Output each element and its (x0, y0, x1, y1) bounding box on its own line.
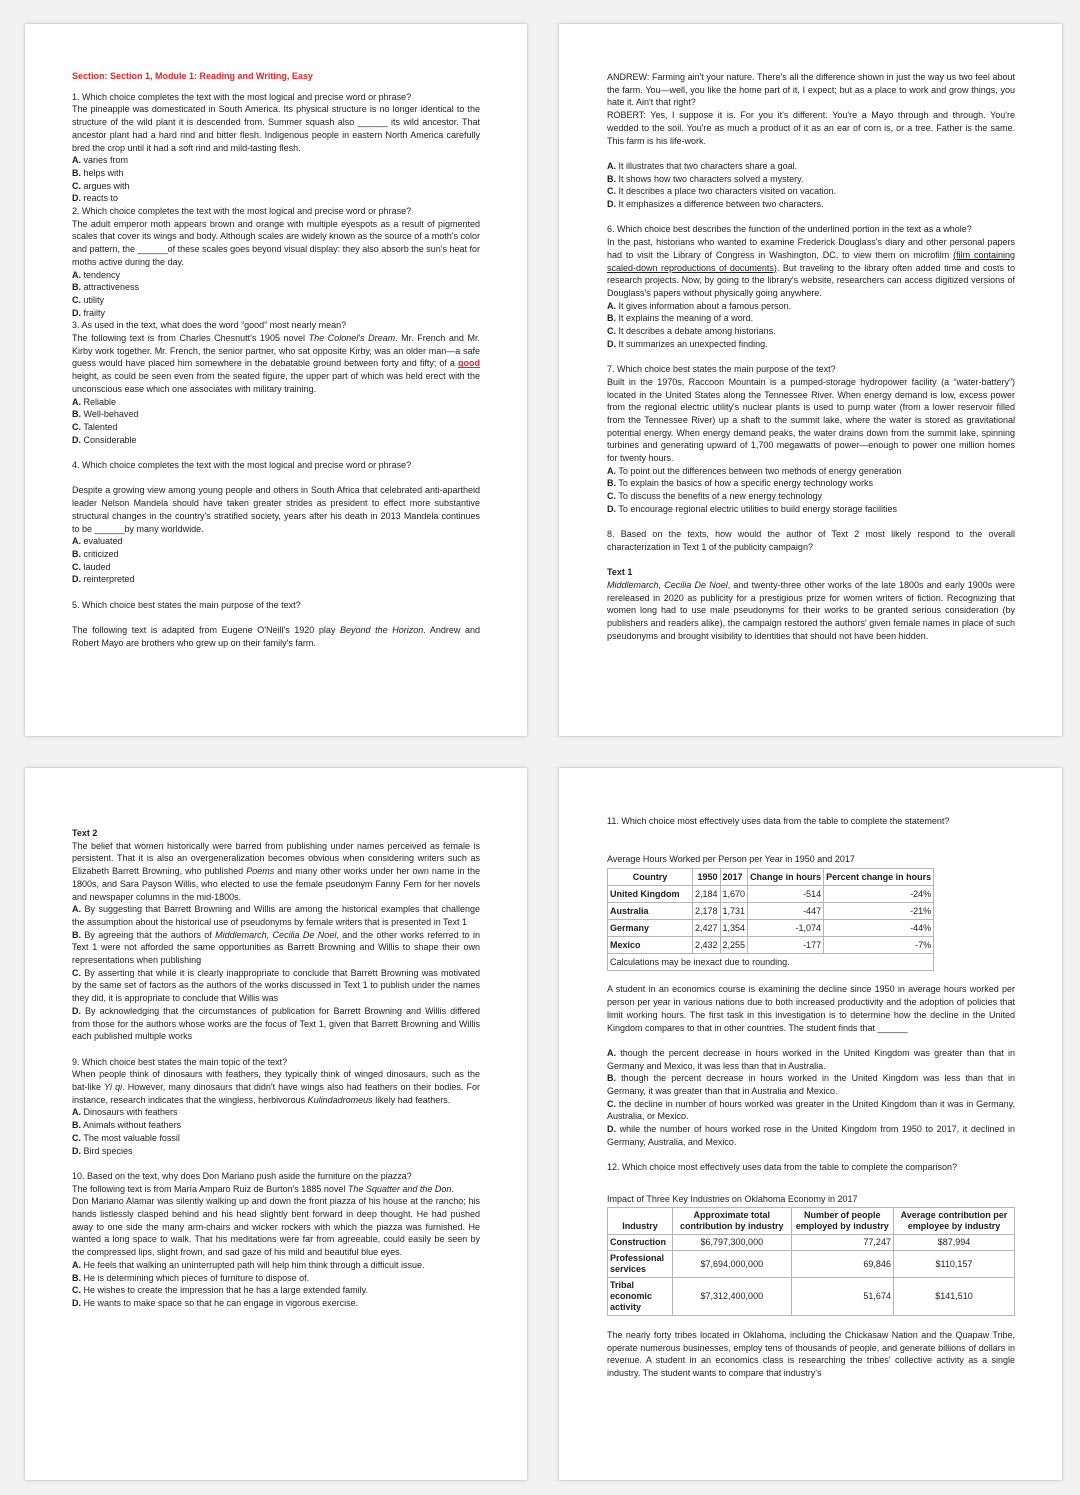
q4-option-c[interactable]: C. lauded (72, 561, 111, 572)
q1-option-b[interactable]: B. helps with (72, 167, 124, 178)
q3-option-c[interactable]: C. Talented (72, 421, 118, 432)
q2-option-a[interactable]: A. tendency (72, 269, 121, 280)
q2-stem: 2. Which choice completes the text with the most logical and precise word or phrase? (72, 206, 412, 217)
q12-table-caption: Impact of Three Key Industries on Oklahoma Economy in 2017 (607, 1193, 858, 1204)
table-cell: 2,178 (693, 902, 721, 919)
q4-option-d[interactable]: D. reinterpreted (72, 574, 135, 585)
q5-robert-line: ROBERT: Yes, I suppose it is. For you it's different. You're a Mayo through and through. You're wedded to the soil. You're as much a product of it as an ear of corn is, or a tree. Father is the same. This farm is his life-work. (607, 110, 1015, 146)
q4-option-a[interactable]: A. evaluated (72, 536, 123, 547)
q5-option-c[interactable]: C. It describes a place two characters visited on vacation. (607, 186, 837, 197)
q1-stem: 1. Which choice completes the text with the most logical and precise word or phrase? (72, 91, 412, 102)
q3-option-b[interactable]: B. Well-behaved (72, 409, 139, 420)
q10-option-b[interactable]: B. He is determining which pieces of furniture to dispose of. (72, 1272, 310, 1283)
header-cell: Average contribution per employee by industry (893, 1208, 1014, 1235)
q2-passage: The adult emperor moth appears brown and orange with multiple eyespots as a result of pigmented scales that cover its wings and body. Although scales are widely known as the source of a moth's color and pattern, the ______of these scales goes beyond visual display: they also absorb the sun's heat for moths active during the day. (72, 218, 480, 267)
table-row (608, 919, 934, 936)
q9-option-c[interactable]: C. The most valuable fossil (72, 1132, 180, 1143)
q11-option-c[interactable]: C. the decline in number of hours worked was greater in the United Kingdom than it was in Germany, Australia, or Mexico. (607, 1098, 1015, 1122)
table-cell: -21% (824, 902, 934, 919)
table-row (608, 1235, 1015, 1251)
text2-passage: The belief that women historically were barred from publishing under names perceived as female is persistent. That it is also an overgeneralization becomes obvious when considering writers such as Elizabeth Barrett Browning, who published Poems and many other works under her own name in the 1800s, and Sara Payson Willis, who elected to use the female pseudonym Fanny Fern for her novels and newspaper columns in the mid-1800s. (72, 840, 480, 902)
section-heading: Section: Section 1, Module 1: Reading and Writing, Easy (72, 71, 313, 81)
table-cell: 51,674 (791, 1278, 893, 1316)
table-cell: -7% (824, 936, 934, 953)
table-row (608, 902, 934, 919)
q9-option-d[interactable]: D. Bird species (72, 1145, 133, 1156)
q9-option-a[interactable]: A. Dinosaurs with feathers (72, 1107, 178, 1118)
table-row (608, 1278, 1015, 1316)
q1-passage: The pineapple was domesticated in South America. Its physical structure is no longer identical to the structure of the wild plant it is descended from. Summer squash also ______ its wild ancestor. That ancestor plant had a hard rind and bitter flesh. Indigenous people in eastern North America carefully bred the crop until it had a soft rind and mild-tasting flesh. (72, 104, 480, 153)
q9-passage: When people think of dinosaurs with feathers, they typically think of winged dinosaurs, such as the bat-like Yi qi. However, many dinosaurs that didn't have wings also had feathers on their bodies. For instance, research indicates that the wingless, herbivorous Kulindadromeus likely had feathers. (72, 1069, 480, 1105)
table-cell: 1,731 (720, 902, 748, 919)
q1-option-a[interactable]: A. varies from (72, 155, 129, 166)
table-cell: -177 (748, 936, 824, 953)
q1-option-c[interactable]: C. argues with (72, 180, 130, 191)
table-cell: 2,432 (693, 936, 721, 953)
header-cell: 2017 (720, 868, 748, 885)
header-cell: Approximate total contribution by industry (673, 1208, 792, 1235)
text1-passage: Middlemarch, Cecilia De Noel, and twenty-three other works of the late 1800s and early 1900s were rereleased in 2020 as publicity for a prestigious prize for women writers of fiction. Recognizing that women long had to use male pseudonyms for their works to be granted serious consideration (by publishers and readers alike), the campaign restored the authors' given female names in place of such pseudonyms and brought visibility to identities that should not have been hidden. (607, 580, 1015, 641)
q6-option-c[interactable]: C. It describes a debate among historians. (607, 326, 776, 337)
q7-stem: 7. Which choice best states the main purpose of the text? (607, 364, 836, 375)
hours-worked-table (607, 868, 934, 971)
q11-table-caption: Average Hours Worked per Person per Year in 1950 and 2017 (607, 854, 855, 865)
q7-option-b[interactable]: B. To explain the basics of how a specific energy technology works (607, 478, 873, 489)
table-cell: United Kingdom (608, 885, 693, 902)
q6-stem: 6. Which choice best describes the function of the underlined portion in the text as a whole? (607, 224, 972, 235)
q3-option-a[interactable]: A. Reliable (72, 396, 117, 407)
table-row (608, 1251, 1015, 1278)
table-cell: -44% (824, 919, 934, 936)
header-cell: 1950 (693, 868, 721, 885)
table-cell: 1,354 (720, 919, 748, 936)
q7-option-a[interactable]: A. To point out the differences between two methods of energy generation (607, 465, 902, 476)
q6-passage: In the past, historians who wanted to examine Frederick Douglass's diary and other personal papers had to visit the Library of Congress in Washington, DC, to view them on microfilm (film containing scaled-down reproductions of documents). But traveling to the library often added time and costs to research projects. Now, by going to the library's website, researchers can access digitized versions of Douglass's papers without physically going anywhere. (607, 237, 1016, 298)
table-cell: $141,510 (893, 1278, 1014, 1316)
table-cell: -447 (748, 902, 824, 919)
table-cell: 2,427 (693, 919, 721, 936)
header-cell: Country (608, 868, 693, 885)
table-cell: Germany (608, 919, 693, 936)
q3-stem: 3. As used in the text, what does the word “good” most nearly mean? (72, 320, 347, 331)
q10-option-c[interactable]: C. He wishes to create the impression that he has a large extended family. (72, 1285, 368, 1296)
q9-stem: 9. Which choice best states the main topic of the text? (72, 1056, 288, 1067)
table-cell: -1,074 (748, 919, 824, 936)
table-cell: Professional services (608, 1251, 673, 1278)
q3-passage: The following text is from Charles Chesnutt's 1905 novel The Colonel's Dream. Mr. French and Mr. Kirby work together. Mr. French, the senior partner, who sat opposite Kirby, was an older man—a safe guess would have placed him somewhere in the debatable ground between forty and fifty; of a good height, as could be seen even from the seated figure, the upper part of which was held erect with the unconscious ease which one associates with military training. (72, 333, 480, 394)
q10-stem: 10. Based on the text, why does Don Mariano push aside the furniture on the piazza? (72, 1170, 412, 1181)
q10-option-a[interactable]: A. He feels that walking an uninterrupted path will help him think through a difficult issue. (72, 1259, 425, 1270)
table-row (608, 936, 934, 953)
document-page-3 (25, 768, 527, 1480)
q11-option-a[interactable]: A. though the percent decrease in hours worked in the United Kingdom was greater than that in Germany and Mexico, it was less than that in Australia. (607, 1047, 1015, 1071)
table-cell: $7,694,000,000 (673, 1251, 792, 1278)
q2-option-c[interactable]: C. utility (72, 294, 105, 305)
q7-option-d[interactable]: D. To encourage regional electric utilities to build energy storage facilities (607, 503, 897, 514)
q11-passage: A student in an economics course is examining the decline since 1950 in average hours worked per person per year in various nations due to both increased productivity and the adoption of policies that limit working hours. The first task in this investigation is to determine how the decline in the United Kingdom compares to that in other countries. The student finds that ______ (607, 984, 1015, 1033)
q12-stem: 12. Which choice most effectively uses data from the table to complete the comparison? (607, 1162, 958, 1173)
header-cell: Industry (608, 1208, 673, 1235)
q5-option-d[interactable]: D. It emphasizes a difference between two characters. (607, 199, 824, 210)
q8-option-b[interactable]: B. By agreeing that the authors of Middlemarch, Cecilia De Noel, and the other works referred to in Text 1 were not afforded the same opportunities as Barrett Browning and Willis to shape their own representations when publishing (72, 929, 480, 966)
q1-option-d[interactable]: D. reacts to (72, 193, 119, 204)
document-page-2 (559, 24, 1062, 736)
table-cell: $7,312,400,000 (673, 1278, 792, 1316)
table-cell: Australia (608, 902, 693, 919)
table-note: Calculations may be inexact due to rounding. (608, 953, 934, 970)
table-cell: -24% (824, 885, 934, 902)
q9-option-b[interactable]: B. Animals without feathers (72, 1120, 182, 1131)
q8-option-a[interactable]: A. By suggesting that Barrett Browning and Willis are among the historical examples that challenge the assumption about the historical use of pseudonyms by female writers that is presented in Text 1 (72, 904, 480, 927)
q5-option-a[interactable]: A. It illustrates that two characters share a goal. (607, 160, 798, 171)
table-header-row (608, 868, 934, 885)
q10-option-d[interactable]: D. He wants to make space so that he can engage in vigorous exercise. (72, 1297, 359, 1308)
q6-underlined-portion: (film containing scaled-down reproductions of documents) (607, 249, 1016, 273)
q7-option-c[interactable]: C. To discuss the benefits of a new energy technology (607, 491, 822, 502)
q2-option-d[interactable]: D. frailty (72, 307, 106, 318)
q7-passage: Built in the 1970s, Raccoon Mountain is a pumped-storage hydropower facility (a “water-battery”) located in the United States along the Tennessee River. When energy demand is low, excess power from the regional electric utility's nuclear plants is used to pump water (from a lower reservoir filled from the Tennessee River) up a shaft to the summit lake, where the water is stored as gravitational potential energy. When energy demand peaks, the water drains down from the summit lake, spinning turbines and generating upward of 1,700 megawatts of power—enough to power one million homes for twenty hours. (607, 376, 1015, 464)
table-cell: Mexico (608, 936, 693, 953)
document-page-4 (559, 768, 1062, 1480)
table-header-row (608, 1208, 1015, 1235)
q4-passage: Despite a growing view among young people and others in South Africa that celebrated anti-apartheid leader Nelson Mandela should have taken greater strides as president to effect more substantive structural changes in the country's stratified society, years after his death in 2013 Mandela continues to be ______by many worldwide. (72, 485, 480, 534)
table-row (608, 885, 934, 902)
table-cell: Tribal economic activity (608, 1278, 673, 1316)
header-cell: Change in hours (748, 868, 824, 885)
text1-label: Text 1 (607, 567, 633, 578)
table-cell: $87,994 (893, 1235, 1014, 1251)
q4-option-b[interactable]: B. criticized (72, 548, 119, 559)
table-cell: 2,255 (720, 936, 748, 953)
document-page-1 (25, 24, 527, 736)
q6-option-d[interactable]: D. It summarizes an unexpected finding. (607, 338, 768, 349)
q11-option-d[interactable]: D. while the number of hours worked rose in the United Kingdom from 1950 to 2017, it declined in Germany, Australia, and Mexico. (607, 1124, 1015, 1147)
q8-option-d[interactable]: D. By acknowledging that the circumstances of publication for Barrett Browning and Willis differed from those for the authors whose works are the focus of Text 1, given that Barrett Browning and Willis each published multiple works (72, 1005, 480, 1042)
table-cell: $6,797,300,000 (673, 1235, 792, 1251)
q10-passage: Don Mariano Alamar was silently walking up and down the front piazza of his house at the rancho; his hands listlessly clasped behind and his head slightly bent forward in deep thought. He had pushed away to one side the many arm-chairs and wicker rockers with which the piazza was furnished. He wanted a long space to walk. That his meditations were far from agreeable, could easily be seen by the compressed lips, slight frown, and sad gaze of his mild and beautiful blue eyes. (72, 1196, 480, 1258)
table-note-row (608, 953, 934, 970)
table-cell: -514 (748, 885, 824, 902)
q3-keyword-good: good (458, 358, 480, 369)
q5-intro: The following text is adapted from Eugene O'Neill's 1920 play Beyond the Horizon. Andrew and Robert Mayo are brothers who grew up on their family's farm. (72, 625, 480, 648)
table-cell: Construction (608, 1235, 673, 1251)
header-cell: Number of people employed by industry (791, 1208, 893, 1235)
q10-intro: The following text is from María Amparo Ruiz de Burton's 1885 novel The Squatter and the Don. (72, 1183, 454, 1194)
oklahoma-industries-table (607, 1207, 1015, 1316)
table-cell: 77,247 (791, 1235, 893, 1251)
q6-option-b[interactable]: B. It explains the meaning of a word. (607, 313, 754, 324)
q8-stem: 8. Based on the texts, how would the author of Text 2 most likely respond to the overall characterization in Text 1 of the publicity campaign? (607, 529, 1015, 552)
q6-option-a[interactable]: A. It gives information about a famous person. (607, 300, 792, 311)
q5-andrew-line: ANDREW: Farming ain't your nature. There's all the difference shown in just the way us two feel about the farm. You—well, you like the home part of it, I expect; but as a place to work and grow things, you hate it. Ain't that right? (607, 72, 1015, 108)
q11-option-b[interactable]: B. though the percent decrease in hours worked in the United Kingdom was less than that in Germany, it was greater than that in Australia and Mexico. (607, 1073, 1015, 1097)
q8-option-c[interactable]: C. By asserting that while it is clearly inappropriate to conclude that Barrett Browning was motivated by the same set of factors as the authors of the works discussed in Text 1 to publish under the names they did, it is appropriate to conclude that Willis was (72, 967, 480, 1004)
header-cell: Percent change in hours (824, 868, 934, 885)
q11-stem: 11. Which choice most effectively uses data from the table to complete the statement? (607, 816, 950, 826)
q4-stem: 4. Which choice completes the text with the most logical and precise word or phrase? (72, 460, 412, 471)
q5-stem: 5. Which choice best states the main purpose of the text? (72, 599, 301, 610)
table-cell: 69,846 (791, 1251, 893, 1278)
q12-passage: The nearly forty tribes located in Oklahoma, including the Chickasaw Nation and the Quapaw Tribe, operate numerous businesses, employ tens of thousands of people, and generate billions of dollars in revenue. A student in an economics class is researching the tribes' collective activity as a single industry. The student wants to compare that industry's (607, 1330, 1015, 1379)
text2-label: Text 2 (72, 828, 98, 838)
table-cell: 1,670 (720, 885, 748, 902)
q2-option-b[interactable]: B. attractiveness (72, 282, 140, 293)
q5-option-b[interactable]: B. It shows how two characters solved a mystery. (607, 173, 804, 184)
table-cell: $110,157 (893, 1251, 1014, 1278)
table-cell: 2,184 (693, 885, 721, 902)
q3-option-d[interactable]: D. Considerable (72, 434, 137, 445)
